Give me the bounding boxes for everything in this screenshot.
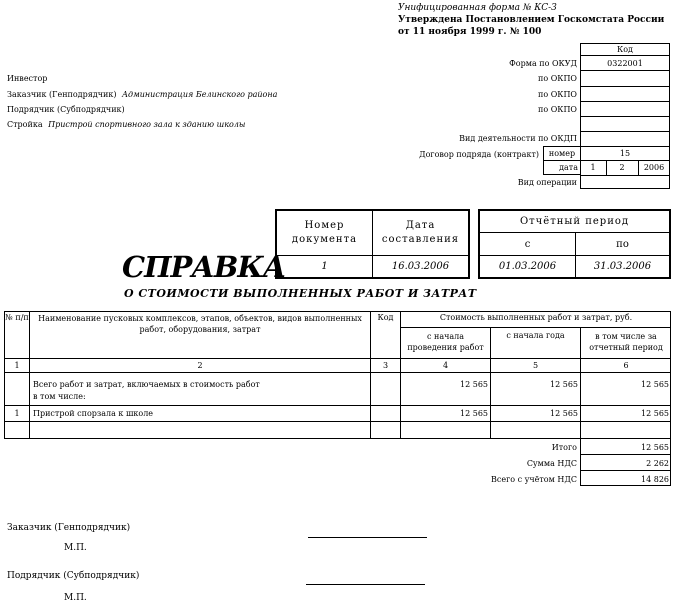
okud-value: 0322001 [607, 59, 643, 68]
doc-date-header: Дата составления [381, 220, 460, 245]
signature-customer-label: Заказчик (Генподрядчик) [7, 523, 131, 533]
row-total-value-from-year: 12 565 [550, 380, 578, 389]
okdp-label: Вид деятельности по ОКДП [459, 134, 577, 143]
period-header: Отчётный период [519, 216, 630, 227]
construction-label: Стройка [7, 120, 43, 129]
signature-contractor-label: Подрядчик (Субподрядчик) [7, 571, 140, 581]
period-from-label: с [524, 238, 531, 250]
contractor-label: Подрядчик (Субподрядчик) [7, 105, 125, 114]
col-from-year-header: с начала года [506, 331, 565, 340]
contract-label: Договор подряда (контракт) [419, 150, 539, 159]
okpo-investor-label: по ОКПО [538, 74, 577, 83]
row1-name: Пристрой спорзала к школе [33, 409, 154, 418]
period-from-value: 01.03.2006 [498, 261, 557, 272]
okpo-contractor-label: по ОКПО [538, 105, 577, 114]
signature-customer-line [308, 537, 427, 538]
col-period-header: в том числе за отчетный период [589, 332, 663, 352]
itogo-value: 12 565 [641, 443, 669, 452]
form-header-line1: Унифицированная форма № КС-3 [398, 3, 557, 13]
row1-value-from-year: 12 565 [550, 409, 578, 418]
customer-row [7, 90, 277, 99]
col-cost-header: Стоимость выполненных работ и затрат, руб. [439, 313, 633, 322]
code-header: Код [617, 45, 633, 54]
itogo-label: Итого [551, 443, 577, 452]
contract-date-month: 2 [619, 163, 625, 172]
colnum-2: 2 [197, 361, 203, 370]
document-subtitle: О СТОИМОСТИ ВЫПОЛНЕННЫХ РАБОТ И ЗАТРАТ [124, 287, 477, 300]
period-to-label: по [616, 238, 629, 250]
col-name-header: Наименование пусковых комплексов, этапов, объектов, видов выполненных работ, оборудования, затрат [38, 314, 362, 334]
customer-value: Администрация Белинского района [122, 90, 278, 99]
okud-label: Форма по ОКУД [509, 59, 577, 68]
signature-contractor-mp: М.П. [64, 593, 87, 603]
document-title: СПРАВКА [122, 250, 286, 284]
contract-date-year: 2006 [643, 163, 665, 172]
period-to-value: 31.03.2006 [593, 261, 652, 272]
row-total-label: Всего работ и затрат, включаемых в стоимость работ [33, 380, 260, 389]
row-total-value-from-start: 12 565 [460, 380, 488, 389]
form-header-line3: от 11 ноября 1999 г. № 100 [398, 27, 542, 37]
signature-customer-mp: М.П. [64, 543, 87, 553]
contract-number-label: номер [548, 149, 576, 158]
form-header-line2: Утверждена Постановлением Госкомстата России [398, 15, 665, 25]
colnum-5: 5 [532, 361, 539, 370]
col-code-header: Код [377, 313, 394, 322]
operation-label: Вид операции [517, 178, 577, 187]
row1-value-period: 12 565 [641, 409, 669, 418]
vat-label: Сумма НДС [526, 459, 577, 468]
construction-value: Пристрой спортивного зала к зданию школы [48, 120, 246, 129]
construction-row [7, 120, 245, 129]
row-total-label2: в том числе: [33, 392, 86, 401]
col-from-start-header: с начала проведения работ [407, 332, 484, 352]
investor-label: Инвестор [7, 74, 48, 83]
colnum-1: 1 [14, 361, 20, 370]
col-no-header: № п/п [5, 313, 29, 322]
doc-date-value: 16.03.2006 [391, 261, 450, 272]
colnum-6: 6 [623, 361, 629, 370]
colnum-4: 4 [442, 361, 449, 370]
contract-number-value: 15 [619, 149, 631, 158]
row1-value-from-start: 12 565 [460, 409, 488, 418]
with-vat-label: Всего с учётом НДС [490, 475, 577, 484]
doc-number-value: 1 [321, 261, 328, 272]
customer-label: Заказчик (Генподрядчик) [7, 90, 117, 99]
okpo-customer-label: по ОКПО [538, 90, 577, 99]
colnum-3: 3 [382, 361, 389, 370]
doc-number-header: Номер документа [291, 220, 358, 245]
contract-date-day: 1 [590, 163, 596, 172]
row1-no: 1 [14, 409, 20, 418]
signature-contractor-line [306, 584, 425, 585]
vat-value: 2 262 [646, 459, 669, 468]
with-vat-value: 14 826 [641, 475, 669, 484]
contract-date-label: дата [559, 163, 578, 172]
row-total-value-period: 12 565 [641, 380, 669, 389]
